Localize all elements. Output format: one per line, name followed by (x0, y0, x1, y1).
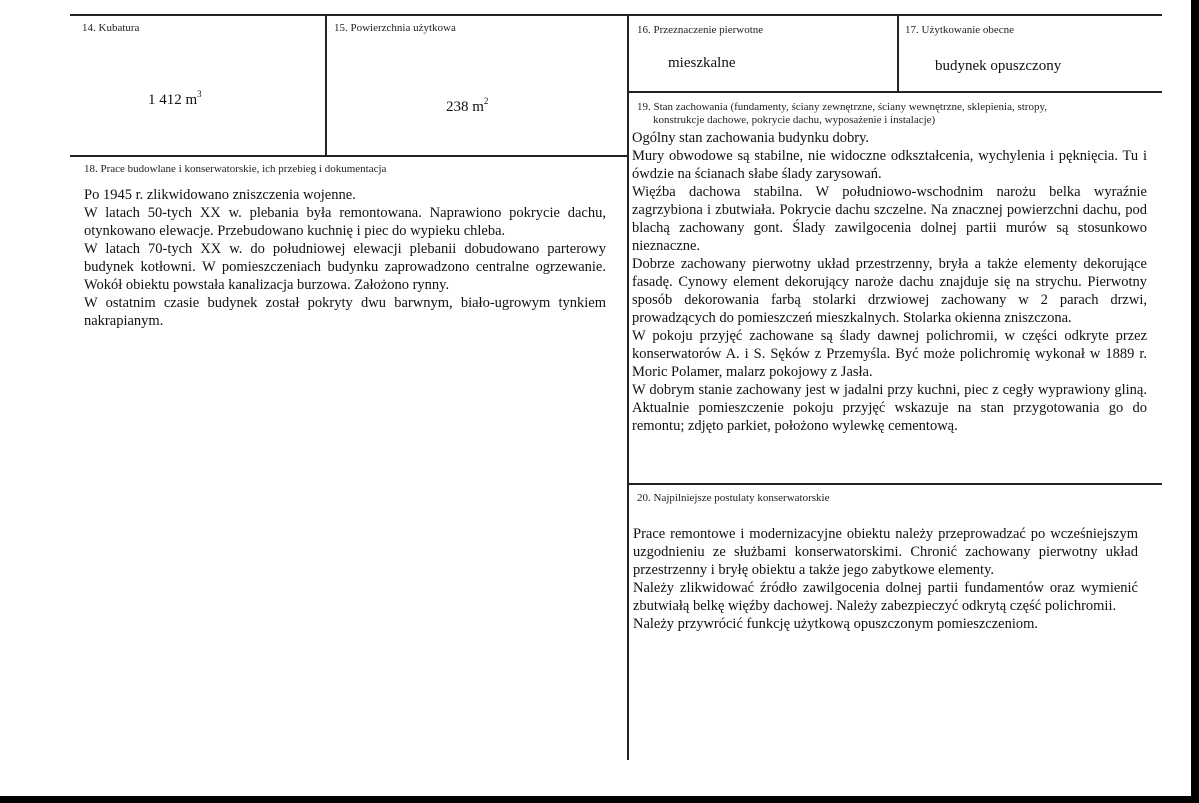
field-19-paragraph: Mury obwodowe są stabilne, nie widoczne odkształcenia, wychylenia i pęknięcia. Tu i ówdzie na ścianach słabe ślady zarysowań. (632, 148, 1147, 182)
field-19-paragraph: W dobrym stanie zachowany jest w jadalni przy kuchni, piec z cegły wyprawiony gliną. Aktualnie pomieszczenie pokoju przyjęć wskazuje na stan przygotowania go do remontu; zdjęto parkiet, położono wylewkę cementową. (632, 382, 1147, 434)
powierzchnia-unit-exponent: 2 (483, 96, 489, 106)
kubatura-value: 1 412 m (148, 92, 198, 108)
field-14-header: 14. Kubatura (82, 22, 140, 34)
field-20-text (633, 525, 1138, 633)
field-17-value: budynek opuszczony (935, 58, 1062, 74)
field-15-header: 15. Powierzchnia użytkowa (334, 22, 456, 34)
field-20-paragraph: Należy zlikwidować źródło zawilgocenia dolnej partii fundamentów oraz wymienić zbutwiałą belkę więźby dachowej. Należy zabezpieczyć odkrytą część polichromii. (633, 580, 1138, 614)
field-18-paragraph: Po 1945 r. zlikwidowano zniszczenia wojenne. (84, 187, 356, 203)
field-18-paragraph: W latach 50-tych XX w. plebania była remontowana. Naprawiono pokrycie dachu, otynkowano elewacje. Przebudowano kuchnię i piec do wypieku chleba. (84, 205, 606, 239)
field-19-header-line2: konstrukcje dachowe, pokrycie dachu, wyposażenie i instalacje) (653, 114, 936, 126)
field-19-paragraph: Więźba dachowa stabilna. W południowo-wschodnim narożu belka wyraźnie zagrzybiona i zbutwiała. Pokrycie dachu szczelne. Na znacznej powierzchni dachu, pod blachą zachowany gont. Ślady zawilgocenia dolnej partii murów są stosunkowo nieznaczne. (632, 184, 1147, 254)
field-19-paragraph: W pokoju przyjęć zachowane są ślady dawnej polichromii, w części odkryte przez konserwatorów A. i S. Sęków z Przemyśla. Być może polichromię wykonał w 1889 r. Moric Polamer, malarz pokojowy z Jasła. (632, 328, 1147, 380)
field-18-paragraph: W ostatnim czasie budynek został pokryty dwu barwnym, biało-ugrowym tynkiem nakrapianym. (84, 295, 606, 329)
field-19-paragraph: Dobrze zachowany pierwotny układ przestrzenny, bryła a także elementy dekorujące fasadę. Cynowy element dekorujący naroże dachu znajduje się na strychu. Pierwotny sposób dekorowania farbą stolarki drzwiowej zachowany w 2 parach drzwi, prowadzących do pomieszczeń mieszkalnych. Stolarka okienna zniszczona. (632, 256, 1147, 326)
field-15-value (446, 96, 489, 116)
kubatura-unit-exponent: 3 (197, 89, 202, 99)
field-17-header: 17. Użytkowanie obecne (905, 24, 1015, 36)
rule-under-16-17 (629, 91, 1162, 93)
field-20-header: 20. Najpilniejsze postulaty konserwatorskie (637, 492, 830, 504)
divider-center (627, 14, 629, 760)
field-18-text (84, 186, 606, 330)
field-19-paragraph: Ogólny stan zachowania budynku dobry. (632, 130, 870, 146)
rule-under-14-15 (70, 155, 628, 157)
rule-under-19 (629, 483, 1162, 485)
field-18-header: 18. Prace budowlane i konserwatorskie, ich przebieg i dokumentacja (84, 163, 387, 175)
divider-16-17 (897, 14, 899, 92)
field-16-header: 16. Przeznaczenie pierwotne (637, 24, 764, 36)
field-18-paragraph: W latach 70-tych XX w. do południowej elewacji plebanii dobudowano parterowy budynek kotłowni. W pomieszczeniach budynku zaprowadzono centralne ogrzewanie. Wokół obiektu powstała kanalizacja burzowa. Założono rynny. (84, 241, 606, 293)
field-19-header-line1: 19. Stan zachowania (fundamenty, ściany zewnętrzne, ściany wewnętrzne, sklepienia, stropy, (637, 101, 1048, 113)
field-19-text (632, 129, 1147, 435)
divider-14-15 (325, 14, 327, 156)
field-20-paragraph: Prace remontowe i modernizacyjne obiektu należy przeprowadzać po wcześniejszym uzgodnieniu ze służbami konserwatorskimi. Chronić zachowany pierwotny układ przestrzenny i bryłę obiektu a także jego zabytkowe elementy. (633, 526, 1138, 578)
powierzchnia-value: 238 m (446, 99, 484, 115)
border-top (70, 14, 1162, 16)
field-19-header (637, 101, 1157, 127)
field-20-paragraph: Należy przywrócić funkcję użytkową opuszczonym pomieszczeniom. (633, 616, 1039, 632)
field-14-value (148, 89, 202, 109)
field-16-value: mieszkalne (668, 55, 736, 71)
